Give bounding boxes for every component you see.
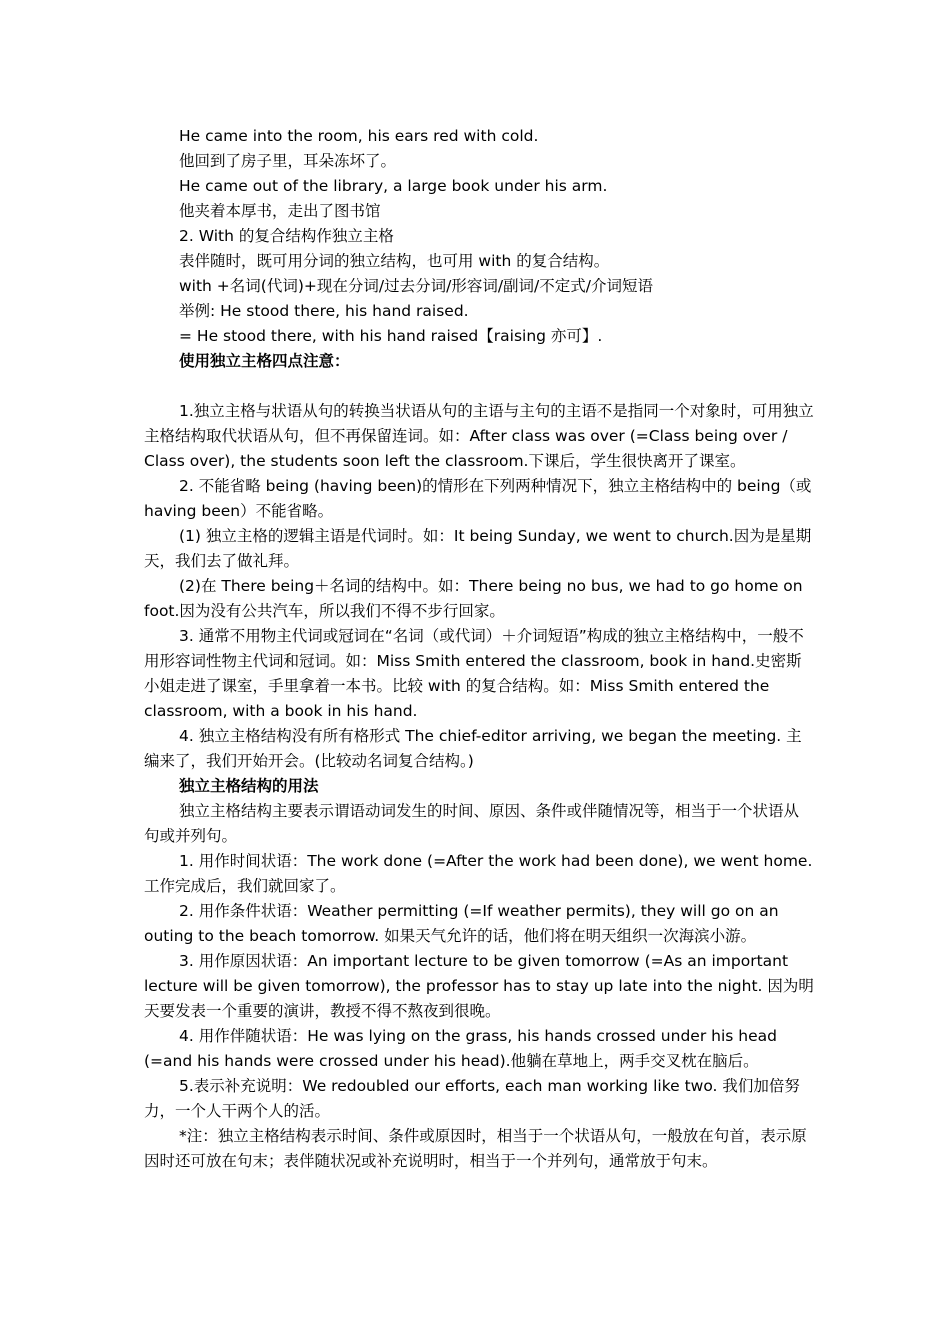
usage-heading: 独立主格结构的用法 [179,777,319,795]
example-1-english: He came into the room, his ears red with cold. [179,127,539,145]
usage-supplement: 5.表示补充说明：We redoubled our efforts, each man working like two. 我们加倍努力，一个人干两个人的活。 [144,1077,800,1120]
example-sentence-a: 举例: He stood there, his hand raised. [179,302,469,320]
example-sentence-b: = He stood there, with his hand raised【raising 亦可】. [179,327,603,345]
usage-condition: 2. 用作条件状语：Weather permitting (=If weather permits), they will go on an outing to the beach tomorrow. 如果天气允许的话，他们将在明天组织一次海滨小游。 [144,902,779,945]
example-2-chinese: 他夹着本厚书，走出了图书馆 [179,202,381,220]
usage-intro: 独立主格结构主要表示谓语动词发生的时间、原因、条件或伴随情况等，相当于一个状语从句或并列句。 [144,802,800,845]
note-2-case-2: (2)在 There being＋名词的结构中。如：There being no bus, we had to go home on foot.因为没有公共汽车，所以我们不得不步行回家。 [144,577,803,620]
note-3: 3. 通常不用物主代词或冠词在“名词（或代词）＋介词短语”构成的独立主格结构中，一般不用形容词性物主代词和冠词。如：Miss Smith entered the classroom, book in hand.史密斯小姐走进了课室，手里拿着一本书。比较 with 的复合结构。如：Miss Smith entered the classroom, with a book in his hand. [144,627,804,720]
notes-heading: 使用独立主格四点注意： [179,352,350,370]
note-4: 4. 独立主格结构没有所有格形式 The chief-editor arriving, we began the meeting. 主编来了，我们开始开会。(比较动名词复合结构。) [144,727,802,770]
usage-accompaniment: 4. 用作伴随状语：He was lying on the grass, his hands crossed under his head (=and his hands were crossed under his head).他躺在草地上，两手交叉枕在脑后。 [144,1027,777,1070]
example-2-english: He came out of the library, a large book under his arm. [179,177,608,195]
usage-reason: 3. 用作原因状语：An important lecture to be given tomorrow (=As an important lecture will be given tomorrow), the professor has to stay up late into the night. 因为明天要发表一个重要的演讲，教授不得不熬夜到很晚。 [144,952,814,1020]
with-structure-heading: 2. With 的复合结构作独立主格 [179,227,394,245]
example-1-chinese: 他回到了房子里，耳朵冻坏了。 [179,152,397,170]
with-structure-description: 表伴随时，既可用分词的独立结构，也可用 with 的复合结构。 [179,252,610,270]
note-2: 2. 不能省略 being (having been)的情形在下列两种情况下，独立主格结构中的 being（或 having been）不能省略。 [144,477,812,520]
usage-time: 1. 用作时间状语：The work done (=After the work had been done), we went home. 工作完成后，我们就回家了。 [144,852,813,895]
note-1: 1.独立主格与状语从句的转换当状语从句的主语与主句的主语不是指同一个对象时，可用独立主格结构取代状语从句，但不再保留连词。如：After class was over (=Class being over / Class over), the students soon left the classroom.下课后，学生很快离开了课室。 [144,402,814,470]
with-structure-formula: with +名词(代词)+现在分词/过去分词/形容词/副词/不定式/介词短语 [179,277,653,295]
usage-note: *注：独立主格结构表示时间、条件或原因时，相当于一个状语从句，一般放在句首，表示原因时还可放在句末；表伴随状况或补充说明时，相当于一个并列句，通常放于句末。 [144,1127,807,1170]
blank-line [144,374,814,399]
document-body [144,124,814,1174]
note-2-case-1: (1) 独立主格的逻辑主语是代词时。如：It being Sunday, we went to church.因为是星期天，我们去了做礼拜。 [144,527,812,570]
